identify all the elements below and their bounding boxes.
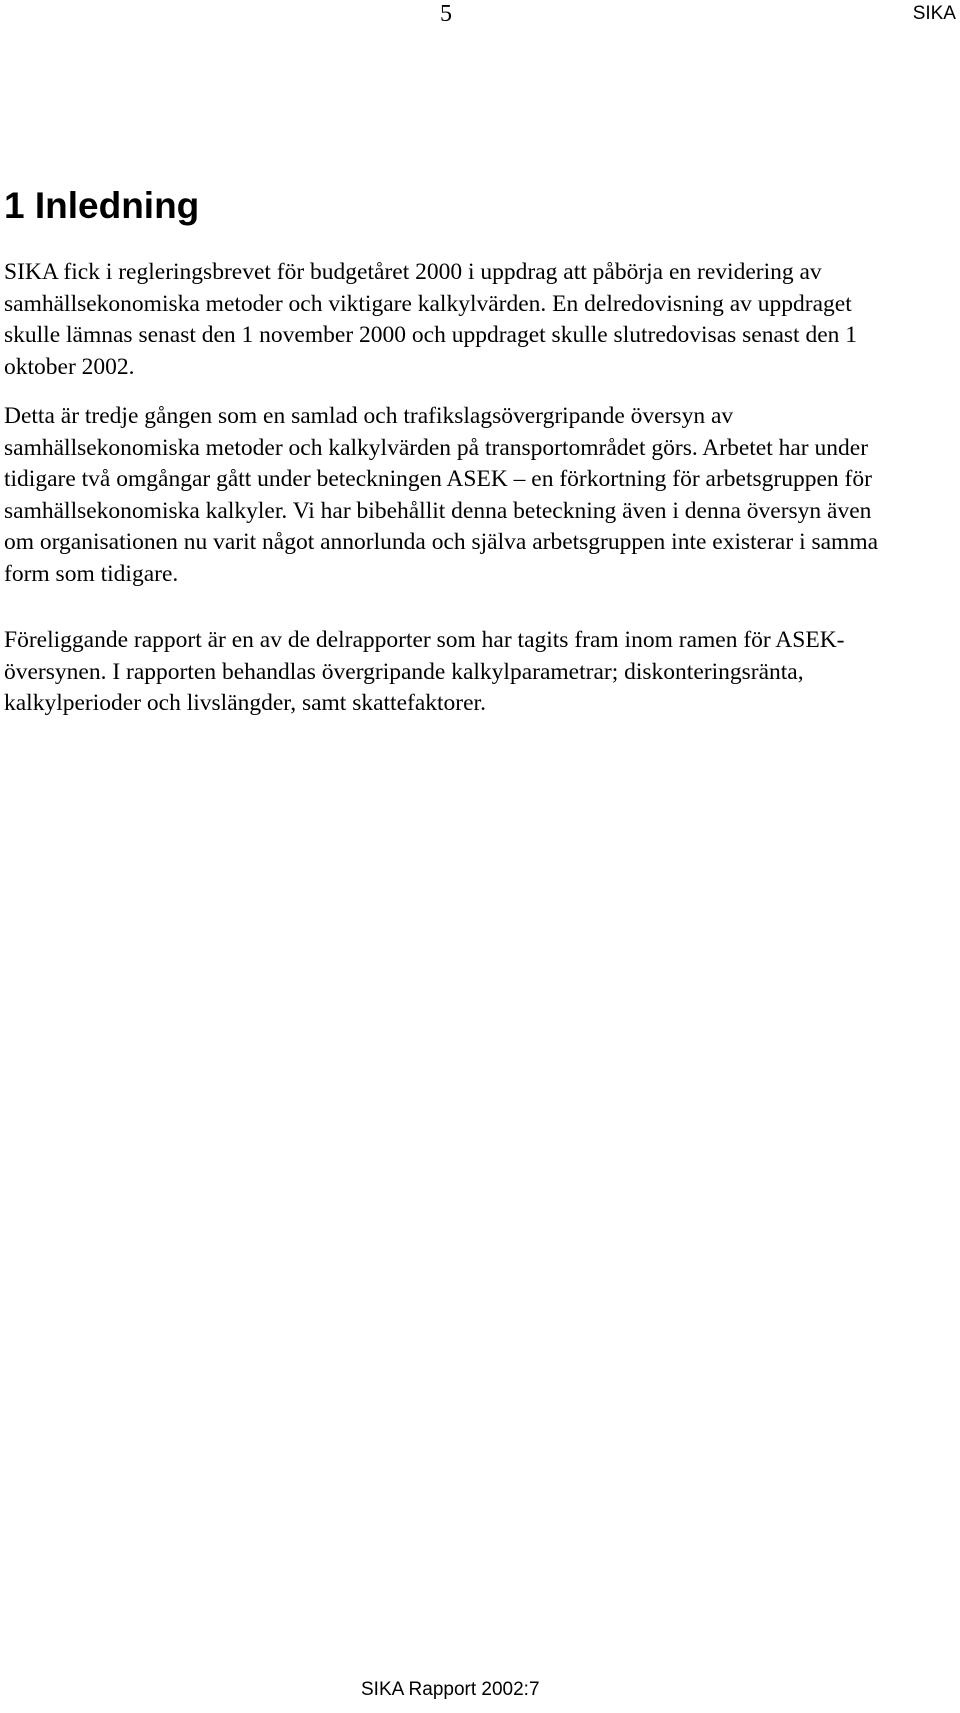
paragraph-report-scope: Föreliggande rapport är en av de delrapporter som har tagits fram inom ramen för ASEK-översynen. I rapporten behandlas övergripande kalkylparametrar; diskonteringsränta, kalkylperioder och livslängder, samt skattefaktorer. xyxy=(4,627,845,716)
header-brand: SIKA xyxy=(912,3,956,24)
paragraph-asek-background: Detta är tredje gången som en samlad och trafikslagsövergripande översyn av samhällsekonomiska metoder och kalkylvärden på transportområdet görs. Arbetet har under tidigare två omgångar gått under beteckningen ASEK – en förkortning för arbetsgruppen för samhällsekonomiska kalkyler. Vi har bibehållit denna beteckning även i denna översyn även om organisationen nu varit något annorlunda och själva arbetsgruppen inte existerar i samma form som tidigare. xyxy=(4,403,879,587)
paragraph-intro: SIKA fick i regleringsbrevet för budgetåret 2000 i uppdrag att påbörja en revidering av samhällsekonomiska metoder och viktigare kalkylvärden. En delredovisning av uppdraget skulle lämnas senast den 1 november 2000 och uppdraget skulle slutredovisas senast den 1 oktober 2002. xyxy=(4,259,857,380)
chapter-heading: 1 Inledning xyxy=(4,185,200,226)
page-number: 5 xyxy=(440,1,452,27)
footer-report-id: SIKA Rapport 2002:7 xyxy=(361,1679,540,1700)
